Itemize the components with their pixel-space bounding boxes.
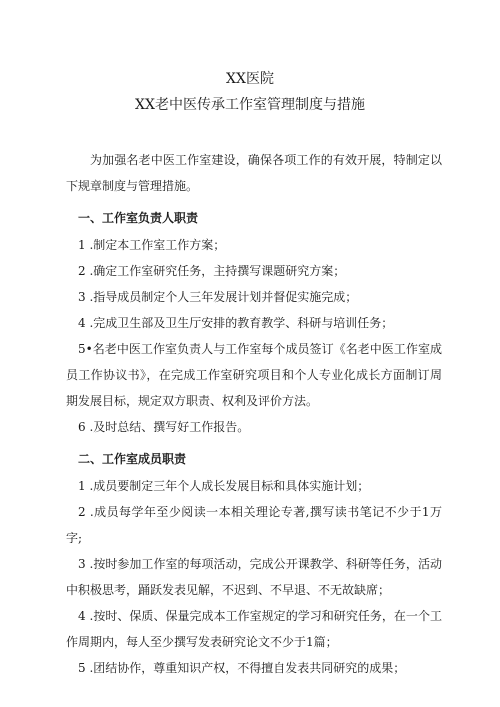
item-text: .按时参加工作室的每项活动，完成公开课教学、科研等任务，活动中积极思考，踊跃发表见解，不迟到、不早退、不无故缺席； (66, 557, 442, 597)
item-text: .团结协作，尊重知识产权，不得擅自发表共同研究的成果； (89, 661, 406, 675)
list-item (66, 414, 442, 440)
list-item (66, 603, 442, 655)
item-text: .及时总结、撰写好工作报告。 (89, 420, 250, 434)
list-item (66, 655, 442, 681)
item-text: .制定本工作室工作方案； (89, 238, 226, 252)
list-item (66, 258, 442, 284)
item-text: .确定工作室研究任务，主持撰写课题研究方案； (89, 264, 346, 278)
item-text: .成员每学年至少阅读一本相关理论专著,撰写读书笔记不少于1万字; (66, 505, 442, 545)
item-text: .成员要制定三年个人成长发展目标和具体实施计划； (89, 479, 370, 493)
list-item (66, 336, 442, 414)
item-number: 2 (78, 264, 86, 278)
item-text: •名老中医工作室负责人与工作室每个成员签订《名老中医工作室成员工作协议书》，在完成工作室研究项目和个人专业化成长方面制订周期发展目标，规定双方职责、权利及评价方法。 (66, 342, 442, 408)
item-number: 3 (78, 557, 86, 571)
item-text: .完成卫生部及卫生厅安排的教育教学、科研与培训任务； (89, 316, 394, 330)
item-text: .按时、保质、保量完成本工作室规定的学习和研究任务，在一个工作周期内，每人至少撰写发表研究论文不少于1篇； (66, 609, 442, 649)
leader-duties-list (66, 232, 442, 440)
member-duties-list (66, 473, 442, 681)
list-item (66, 499, 442, 551)
item-text: .指导成员制定个人三年发展计划并督促实施完成； (89, 290, 358, 304)
list-item (66, 473, 442, 499)
section-heading-leader-duties: 一、工作室负责人职责 (78, 211, 199, 225)
list-item (66, 232, 442, 258)
list-item (66, 310, 442, 336)
list-item (66, 284, 442, 310)
item-number: 5 (78, 342, 86, 356)
list-item (66, 551, 442, 603)
item-number: 2 (78, 505, 86, 519)
item-number: 4 (78, 316, 86, 330)
section-heading-member-duties: 二、工作室成员职责 (78, 452, 187, 466)
item-number: 1 (78, 479, 86, 493)
item-number: 6 (78, 420, 86, 434)
item-number: 1 (78, 238, 86, 252)
document-body (66, 147, 442, 681)
hospital-name: XX医院 (226, 71, 274, 87)
document-title: XX老中医传承工作室管理制度与措施 (135, 97, 365, 113)
intro-paragraph: 为加强名老中医工作室建设，确保各项工作的有效开展，特制定以下规章制度与管理措施。 (66, 153, 442, 193)
item-number: 5 (78, 661, 86, 675)
item-number: 4 (78, 609, 86, 623)
item-number: 3 (78, 290, 86, 304)
